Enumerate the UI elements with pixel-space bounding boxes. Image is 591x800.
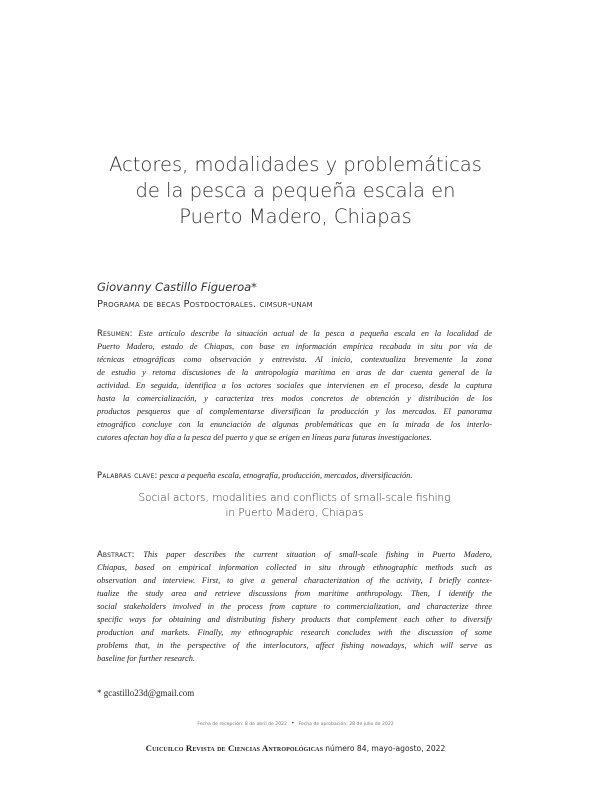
keywords-label: Palabras clave: [97,470,158,480]
approved-date: Fecha de aprobación: 28 de julio de 2022 [298,722,394,727]
resumen-line [97,327,492,340]
journal-name: Cuicuilco Revista de Ciencias Antropológicas [145,743,324,753]
resumen-line: hasta la comercialización, y caracteriza tres modos concretos de obtención y distribución de los [97,394,492,403]
title-line: de la pesca a pequeña escala en [135,179,456,202]
abstract-line: specific ways for obtaining and distributing fishery products that complement each other to diversify [97,615,492,624]
english-title [97,491,492,521]
journal-footer [60,743,531,753]
date-separator: • [290,720,295,727]
resumen-line: actividad. En seguida, identifica a los actores sociales que intervienen en el proceso, desde la captura [97,381,492,390]
resumen-block [97,327,492,444]
resumen-line: técnicas etnográficas como observación y entrevista. Al inicio, contextualiza brevemente la zona [97,355,492,364]
keywords-text: pesca a pequeña escala, etnografía, producción, mercados, diversificación. [159,471,413,480]
abstract-text: This paper describes the current situation of small-scale fishing in Puerto Madero, [143,550,493,559]
resumen-line: cutores afectan hoy día a la pesca del puerto y que se erigen en líneas para futuras investigaciones. [97,433,432,442]
resumen-label: Resumen: [97,328,133,338]
article-title [40,152,551,230]
abstract-line [97,548,492,561]
resumen-line: productos pesqueros que al complementarse diversifican la producción y los mercados. El panorama [97,407,492,416]
abstract-label: Abstract: [97,549,135,559]
abstract-line: tualize the study area and retrieve discussions from maritime anthropology. Then, I identify the [97,589,492,598]
abstract-line: problems that, in the perspective of the interlocutors, affect fishing nowadays, which will serve as [97,641,492,650]
author-name: Giovanny Castillo Figueroa* [97,280,257,294]
title-line: Actores, modalidades y problemáticas [109,153,482,176]
abstract-line: production and markets. Finally, my ethnographic research concludes with the discussion of some [97,628,492,637]
author-email-footnote: * gcastillo23d@gmail.com [97,688,195,698]
resumen-line: Puerto Madero, estado de Chiapas, con base en información empírica recabada in situ por vía de [97,342,492,351]
resumen-line: etnográfico concluye con la enunciación de algunas problemáticas que en la mirada de los interlo- [97,420,492,429]
resumen-line: de estudio y retoma discusiones de la antropología marítima en aras de dar cuenta general de la [97,368,492,377]
abstract-line: Chiapas, based on empirical information collected in situ through ethnographic methods such as [97,563,492,572]
english-title-line: Social actors, modalities and conflicts of small-scale fishing [138,492,451,504]
submission-dates [140,720,451,727]
abstract-line: observation and interview. First, to give a general characterization of the activity, I briefly contex- [97,576,492,585]
received-date: Fecha de recepción: 8 de abril de 2022 [197,722,287,727]
title-line: Puerto Madero, Chiapas [179,205,412,228]
keywords [97,470,412,480]
journal-issue: número 84, mayo-agosto, 2022 [325,744,446,753]
abstract-line: baseline for further research. [97,654,196,663]
abstract-line: social stakeholders involved in the process from capture to commercialization, and characterize three [97,602,492,611]
resumen-text: Este artículo describe la situación actual de la pesca a pequeña escala en la localidad de [138,329,492,338]
english-title-line: in Puerto Madero, Chiapas [225,507,364,519]
abstract-block [97,548,492,665]
author-affiliation: Programa de becas Postdoctorales. cimsur-unam [97,299,313,310]
